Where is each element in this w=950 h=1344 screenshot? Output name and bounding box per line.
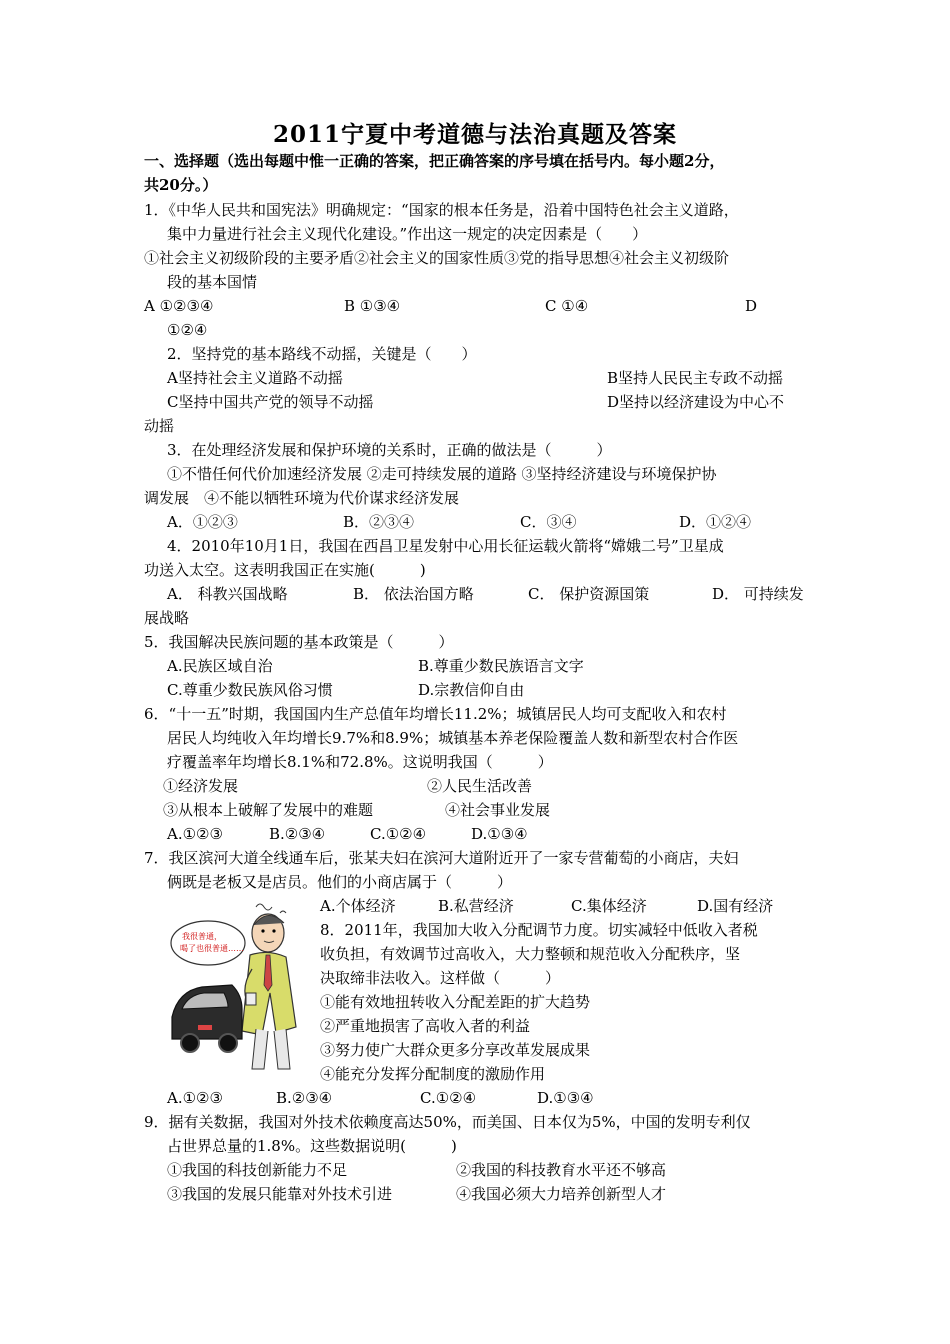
q5-choice-d: D.宗教信仰自由	[418, 681, 525, 699]
q2-choice-d: D坚持以经济建设为中心不	[607, 393, 785, 411]
q1-options: ①社会主义初级阶段的主要矛盾②社会主义的国家性质③党的指导思想④社会主义初级阶	[144, 249, 730, 267]
q5-choice-b: B.尊重少数民族语言文字	[418, 657, 584, 675]
q8-stem-cont: 收负担，有效调节过高收入，大力整顿和规范收入分配秩序，坚	[320, 945, 741, 963]
cartoon-illustration	[168, 897, 310, 1079]
q6-option-3: ③从根本上破解了发展中的难题	[163, 801, 374, 819]
q3-choice-d: D．①②④	[679, 513, 752, 531]
q1-choice-c: C ①④	[545, 297, 589, 315]
q8-choice-a: A.①②③	[167, 1089, 223, 1107]
section-heading-cont: 共20分。）	[144, 176, 218, 194]
q1-choice-a: A ①②③④	[144, 297, 214, 315]
q8-stem-cont2: 决取缔非法收入。这样做（ ）	[320, 969, 561, 987]
q4-choice-b: B． 依法治国方略	[353, 585, 474, 603]
q5-choice-a: A.民族区域自治	[167, 657, 273, 675]
q7-stem: 7．我区滨河大道全线通车后，张某夫妇在滨河大道附近开了一家专营葡萄的小商店，夫妇	[144, 849, 739, 867]
q4-stem: 4．2010年10月1日，我国在西昌卫星发射中心用长征运载火箭将“嫦娥二号”卫星成	[167, 537, 724, 555]
q3-options: ①不惜任何代价加速经济发展 ②走可持续发展的道路 ③坚持经济建设与环境保护协	[167, 465, 717, 483]
q3-options-cont: 调发展 ④不能以牺牲环境为代价谋求经济发展	[144, 489, 460, 507]
q2-stem: 2．坚持党的基本路线不动摇，关键是（ ）	[167, 345, 477, 363]
q4-choice-c: C． 保护资源国策	[528, 585, 650, 603]
q6-stem: 6．“十一五”时期，我国国内生产总值年均增长11.2%；城镇居民人均可支配收入和农村	[144, 705, 727, 723]
q8-choice-c: C.①②④	[420, 1089, 477, 1107]
bubble-text-1: 我很普通，	[182, 932, 222, 941]
q9-stem: 9．据有关数据，我国对外技术依赖度高达50%，而美国、日本仅为5%，中国的发明专利仅	[144, 1113, 751, 1131]
q1-choice-d-cont: ①②④	[167, 321, 208, 339]
q3-choice-c: C．③④	[520, 513, 577, 531]
q6-option-1: ①经济发展	[163, 777, 239, 795]
q9-option-2: ②我国的科技教育水平还不够高	[456, 1161, 667, 1179]
q2-choice-d-cont: 动摇	[144, 417, 175, 435]
q5-stem: 5．我国解决民族问题的基本政策是（ ）	[144, 633, 454, 651]
q6-option-2: ②人民生活改善	[427, 777, 533, 795]
q1-options-cont: 段的基本国情	[167, 273, 258, 291]
q7-choice-d: D.国有经济	[697, 897, 774, 915]
q4-choice-d-cont: 展战略	[144, 609, 190, 627]
q3-choice-b: B．②③④	[343, 513, 415, 531]
q1-choice-d: D	[745, 297, 758, 315]
q4-choice-a: A． 科教兴国战略	[167, 585, 288, 603]
q9-stem-cont: 占世界总量的1.8%。这些数据说明( )	[167, 1137, 457, 1155]
q8-option-2: ②严重地损害了高收入者的利益	[320, 1017, 531, 1035]
q7-choice-a: A.个体经济	[320, 897, 396, 915]
q6-stem-cont2: 疗覆盖率年均增长8.1%和72.8%。这说明我国（ ）	[167, 753, 553, 771]
q4-choice-d: D． 可持续发	[712, 585, 804, 603]
q1-choice-b: B ①③④	[344, 297, 401, 315]
q7-choice-c: C.集体经济	[571, 897, 647, 915]
q2-choice-c: C坚持中国共产党的领导不动摇	[167, 393, 374, 411]
q5-choice-c: C.尊重少数民族风俗习惯	[167, 681, 333, 699]
q9-option-1: ①我国的科技创新能力不足	[167, 1161, 348, 1179]
q9-option-3: ③我国的发展只能靠对外技术引进	[167, 1185, 393, 1203]
q6-stem-cont: 居民人均纯收入年均增长9.7%和8.9%；城镇基本养老保险覆盖人数和新型农村合作医	[167, 729, 739, 747]
q7-choice-b: B.私营经济	[438, 897, 514, 915]
q7-stem-cont: 俩既是老板又是店员。他们的小商店属于（ ）	[167, 873, 513, 891]
q3-stem: 3．在处理经济发展和保护环境的关系时，正确的做法是（ ）	[167, 441, 612, 459]
q8-option-1: ①能有效地扭转收入分配差距的扩大趋势	[320, 993, 591, 1011]
q8-option-4: ④能充分发挥分配制度的激励作用	[320, 1065, 546, 1083]
q6-choice-d: D.①③④	[471, 825, 528, 843]
q8-stem: 8．2011年，我国加大收入分配调节力度。切实减轻中低收入者税	[320, 921, 758, 939]
section-heading: 一、选择题（选出每题中惟一正确的答案，把正确答案的序号填在括号内。每小题2分，	[144, 152, 725, 170]
page-title: 2011宁夏中考道德与法治真题及答案	[272, 121, 677, 148]
q6-option-4: ④社会事业发展	[445, 801, 551, 819]
q2-choice-b: B坚持人民民主专政不动摇	[607, 369, 784, 387]
q6-choice-a: A.①②③	[167, 825, 223, 843]
q1-stem: 1．《中华人民共和国宪法》明确规定：“国家的根本任务是，沿着中国特色社会主义道路，	[144, 201, 739, 219]
q4-stem-cont: 功送入太空。这表明我国正在实施( )	[144, 561, 426, 579]
q8-choice-b: B.②③④	[276, 1089, 333, 1107]
q6-choice-b: B.②③④	[269, 825, 326, 843]
q3-choice-a: A．①②③	[167, 513, 238, 531]
q8-choice-d: D.①③④	[537, 1089, 594, 1107]
q1-stem-cont: 集中力量进行社会主义现代化建设。”作出这一规定的决定因素是（ ）	[167, 225, 648, 243]
q9-option-4: ④我国必须大力培养创新型人才	[456, 1185, 667, 1203]
q8-option-3: ③努力使广大群众更多分享改革发展成果	[320, 1041, 591, 1059]
q2-choice-a: A坚持社会主义道路不动摇	[167, 369, 343, 387]
bubble-text-2: 喝了也很普通……	[180, 944, 244, 953]
q6-choice-c: C.①②④	[370, 825, 427, 843]
